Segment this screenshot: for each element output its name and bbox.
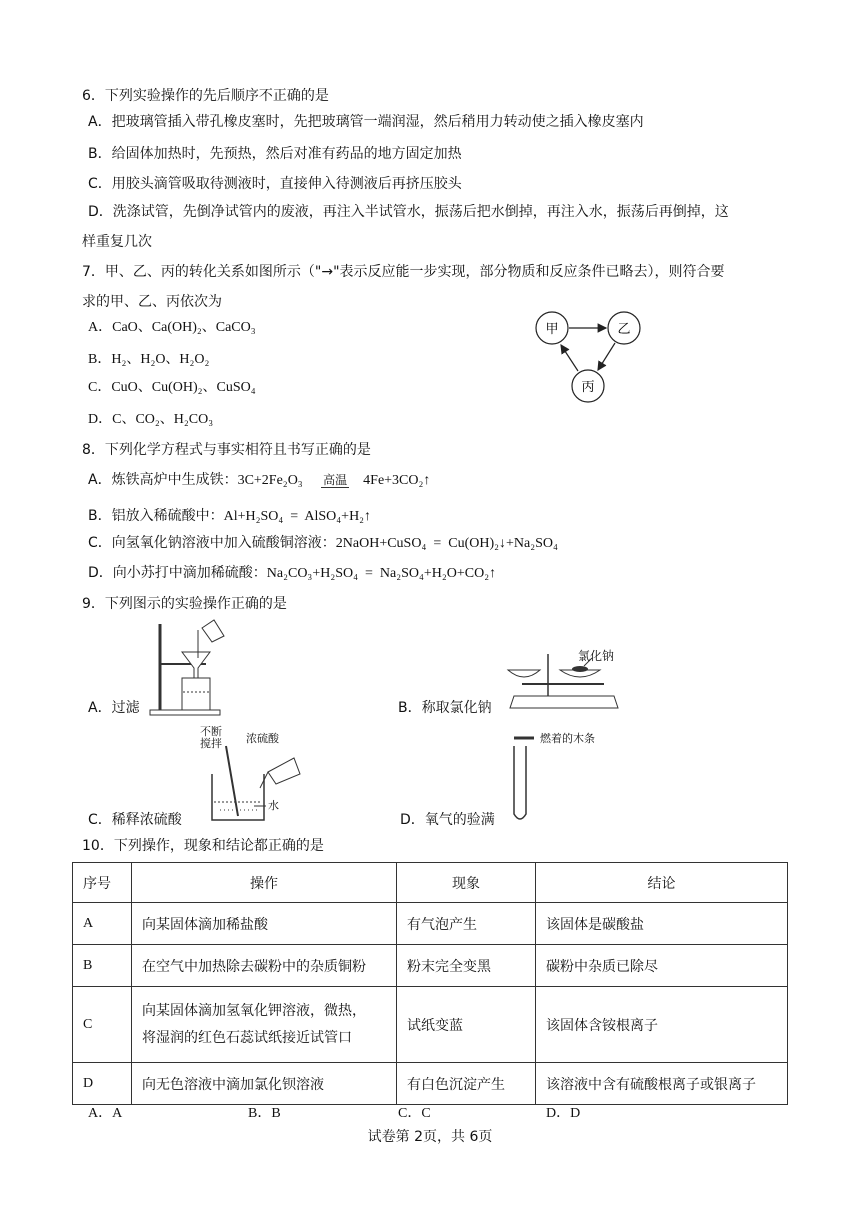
q8-option-c-text: C．向氢氧化钠溶液中加入硫酸铜溶液： — [88, 535, 336, 551]
q7-stem-line1: 7．甲、乙、丙的转化关系如图所示（"→"表示反应能一步实现，部分物质和反应条件已略去），则符合要 — [82, 264, 725, 280]
q10-option-c: C．C — [398, 1106, 431, 1121]
row-conclusion: 该固体含铵根离子 — [536, 987, 788, 1063]
stir-label-2: 搅拌 — [200, 737, 222, 750]
q8-option-d — [88, 563, 496, 584]
q8-option-c — [88, 533, 558, 554]
table-row — [73, 1063, 788, 1105]
table-row — [73, 945, 788, 987]
header-operation: 操作 — [132, 863, 397, 903]
q8-option-a-condition: 高温 — [323, 473, 348, 487]
table-row — [73, 987, 788, 1063]
q10-stem: 10．下列操作，现象和结论都正确的是 — [82, 838, 324, 854]
q8-option-a-left: 3C+2Fe₂O₃ — [237, 473, 303, 488]
q10-option-b: B．B — [248, 1106, 281, 1121]
q9-option-d: D．氧气的验满 — [400, 812, 495, 828]
row-phenomenon: 有白色沉淀产生 — [397, 1063, 536, 1105]
balance-figure — [504, 644, 644, 716]
left-pan — [508, 670, 540, 677]
table-row — [73, 903, 788, 945]
q9-stem: 9．下列图示的实验操作正确的是 — [82, 596, 287, 612]
filtration-figure — [148, 618, 228, 718]
row-operation — [132, 987, 397, 1063]
acid-beaker — [268, 758, 300, 784]
q9-option-a: A．过滤 — [88, 700, 140, 716]
q8-option-a-right: 4Fe+3CO₂↑ — [363, 473, 431, 488]
funnel — [182, 652, 210, 680]
q6-option-d-line2: 样重复几次 — [82, 234, 152, 250]
splint-label: 燃着的木条 — [540, 732, 595, 745]
sodium-chloride — [572, 666, 588, 672]
q6-option-a: A．把玻璃管插入带孔橡皮塞时，先把玻璃管一端润湿，然后稍用力转动使之插入橡皮塞内 — [88, 114, 644, 130]
row-phenomenon: 试纸变蓝 — [397, 987, 536, 1063]
acid-label: 浓硫酸 — [246, 732, 279, 745]
water-label: 水 — [268, 799, 279, 812]
q7-option-d: D．C、CO₂、H₂CO₃ — [88, 412, 214, 427]
row-operation-line1: 向某固体滴加氢氧化钾溶液，微热， — [142, 1002, 366, 1019]
row-conclusion: 碳粉中杂质已除尽 — [536, 945, 788, 987]
row-id: A — [73, 903, 132, 945]
row-id: C — [73, 987, 132, 1063]
row-operation: 在空气中加热除去碳粉中的杂质铜粉 — [132, 945, 397, 987]
q8-option-a — [88, 470, 430, 491]
row-conclusion: 该固体是碳酸盐 — [536, 903, 788, 945]
page-footer: 试卷第 2页，共 6页 — [367, 1129, 493, 1145]
q8-option-a-text: A．炼铁高炉中生成铁： — [88, 472, 238, 488]
dilution-figure — [196, 725, 306, 828]
q6-option-b: B．给固体加热时，先预热，然后对准有药品的地方固定加热 — [88, 146, 462, 162]
q6-option-d-line1: D．洗涤试管，先倒净试管内的废液，再注入半试管水，振荡后把水倒掉，再注入水，振荡后再倒掉，这 — [88, 204, 729, 220]
test-tube — [514, 746, 526, 819]
row-conclusion: 该溶液中含有硫酸根离子或银离子 — [536, 1063, 788, 1105]
balance-base — [510, 696, 618, 708]
row-operation: 向无色溶液中滴加氯化钡溶液 — [132, 1063, 397, 1105]
q10-table — [72, 862, 788, 1105]
arrow-bing-to-jia — [561, 345, 578, 371]
row-phenomenon: 粉末完全变黑 — [397, 945, 536, 987]
q9-option-c: C．稀释浓硫酸 — [88, 812, 182, 828]
beaker — [182, 678, 210, 710]
header-phenomenon: 现象 — [397, 863, 536, 903]
q10-option-a: A．A — [88, 1106, 123, 1121]
row-phenomenon: 有气泡产生 — [397, 903, 536, 945]
conversion-diagram — [530, 306, 650, 410]
stir-label-1: 不断 — [200, 725, 222, 738]
q8-option-d-text: D．向小苏打中滴加稀硫酸： — [88, 565, 267, 581]
balance-label: 氯化钠 — [578, 649, 615, 663]
q8-option-c-equation: 2NaOH+CuSO₄ = Cu(OH)₂↓+Na₂SO₄ — [335, 536, 558, 551]
node-yi-label: 乙 — [617, 322, 631, 337]
q6-option-c: C．用胶头滴管吸取待测液时，直接伸入待测液后再挤压胶头 — [88, 176, 462, 192]
q7-option-a: A．CaO、Ca(OH)₂、CaCO₃ — [88, 320, 256, 335]
q8-option-b-text: B．铝放入稀硫酸中： — [88, 508, 224, 524]
row-operation-line2: 将湿润的红色石蕊试纸接近试管口 — [142, 1029, 352, 1046]
row-id: B — [73, 945, 132, 987]
q8-option-d-equation: Na₂CO₃+H₂SO₄ = Na₂SO₄+H₂O+CO₂↑ — [266, 566, 497, 581]
header-id: 序号 — [73, 863, 132, 903]
table-header-row — [73, 863, 788, 903]
node-jia-label: 甲 — [545, 322, 559, 337]
q6-stem: 6．下列实验操作的先后顺序不正确的是 — [82, 88, 329, 104]
q7-stem-line2: 求的甲、乙、丙依次为 — [82, 294, 222, 310]
pouring-beaker — [202, 620, 224, 642]
stand-base — [150, 710, 220, 715]
q9-option-b: B．称取氯化钠 — [398, 700, 492, 716]
q8-option-b-equation: Al+H₂SO₄ = AlSO₄+H₂↑ — [223, 509, 372, 524]
q10-option-d: D．D — [546, 1106, 581, 1121]
row-operation: 向某固体滴加稀盐酸 — [132, 903, 397, 945]
oxygen-test-figure — [500, 730, 540, 830]
q8-stem: 8．下列化学方程式与事实相符且书写正确的是 — [82, 442, 371, 458]
q8-option-b — [88, 506, 371, 527]
node-bing-label: 丙 — [581, 380, 595, 395]
row-id: D — [73, 1063, 132, 1105]
arrow-yi-to-bing — [598, 343, 615, 370]
q7-option-b: B．H₂、H₂O、H₂O₂ — [88, 352, 210, 367]
q7-option-c: C．CuO、Cu(OH)₂、CuSO₄ — [88, 380, 256, 395]
header-conclusion: 结论 — [536, 863, 788, 903]
